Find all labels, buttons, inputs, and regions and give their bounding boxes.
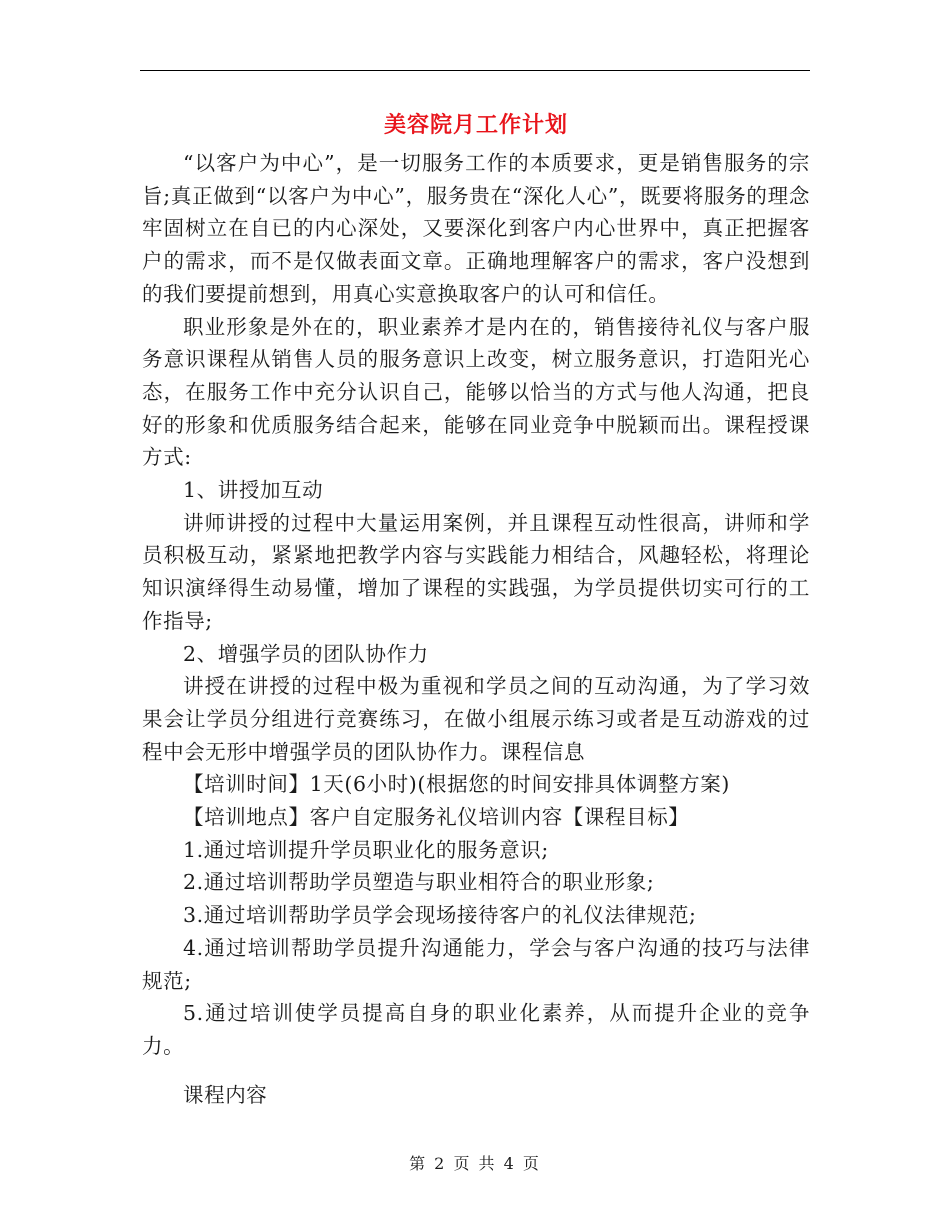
- paragraph-intro: “以客户为中心”，是一切服务工作的本质要求，更是销售服务的宗旨;真正做到“以客户为中心”，服务贵在“深化人心”，既要将服务的理念牢固树立在自已的内心深处，又要深化到客户内心世界中，真正把握客户的需求，而不是仅做表面文章。正确地理解客户的需求，客户没想到的我们要提前想到，用真心实意换取客户的认可和信任。: [142, 151, 810, 306]
- paragraph-spacer: [142, 1063, 810, 1079]
- goal-item-3: 3.通过培训帮助学员学会现场接待客户的礼仪法律规范;: [183, 903, 697, 928]
- paragraph-training-time: 【培训时间】1天(6小时)(根据您的时间安排具体调整方案): [183, 772, 730, 797]
- goal-item-4: 4.通过培训帮助学员提升沟通能力，学会与客户沟通的技巧与法律规范;: [142, 935, 810, 993]
- page-number-footer: 第 2 页 共 4 页: [409, 1154, 541, 1173]
- paragraph-lecture-details: 讲师讲授的过程中大量运用案例，并且课程互动性很高，讲师和学员积极互动，紧紧地把教学内容与实践能力相结合，风趣轻松，将理论知识演绎得生动易懂，增加了课程的实践强，为学员提供切实可行的工作指导;: [142, 510, 810, 633]
- paragraph-training-location: 【培训地点】客户自定服务礼仪培训内容【课程目标】: [183, 805, 690, 830]
- goal-item-5: 5.通过培训使学员提高自身的职业化素养，从而提升企业的竞争力。: [142, 1001, 810, 1058]
- header-rule: [140, 70, 810, 71]
- goal-item-2: 2.通过培训帮助学员塑造与职业相符合的职业形象;: [183, 870, 655, 895]
- heading-team-collaboration: 2、增强学员的团队协作力: [183, 641, 429, 666]
- heading-course-content: 课程内容: [183, 1082, 268, 1107]
- document-body: [142, 103, 810, 1111]
- heading-lecture-interaction: 1、讲授加互动: [183, 478, 324, 503]
- goal-item-1: 1.通过培训提升学员职业化的服务意识;: [183, 837, 549, 862]
- paragraph-team-details: 讲授在讲授的过程中极为重视和学员之间的互动沟通，为了学习效果会让学员分组进行竞赛练习，在做小组展示练习或者是互动游戏的过程中会无形中增强学员的团队协作力。课程信息: [142, 674, 810, 764]
- paragraph-professional-image: 职业形象是外在的，职业素养才是内在的，销售接待礼仪与客户服务意识课程从销售人员的服务意识上改变，树立服务意识，打造阳光心态，在服务工作中充分认识自己，能够以恰当的方式与他人沟通，把良好的形象和优质服务结合起来，能够在同业竞争中脱颖而出。课程授课方式:: [142, 314, 810, 470]
- document-title: 美容院月工作计划: [383, 112, 568, 138]
